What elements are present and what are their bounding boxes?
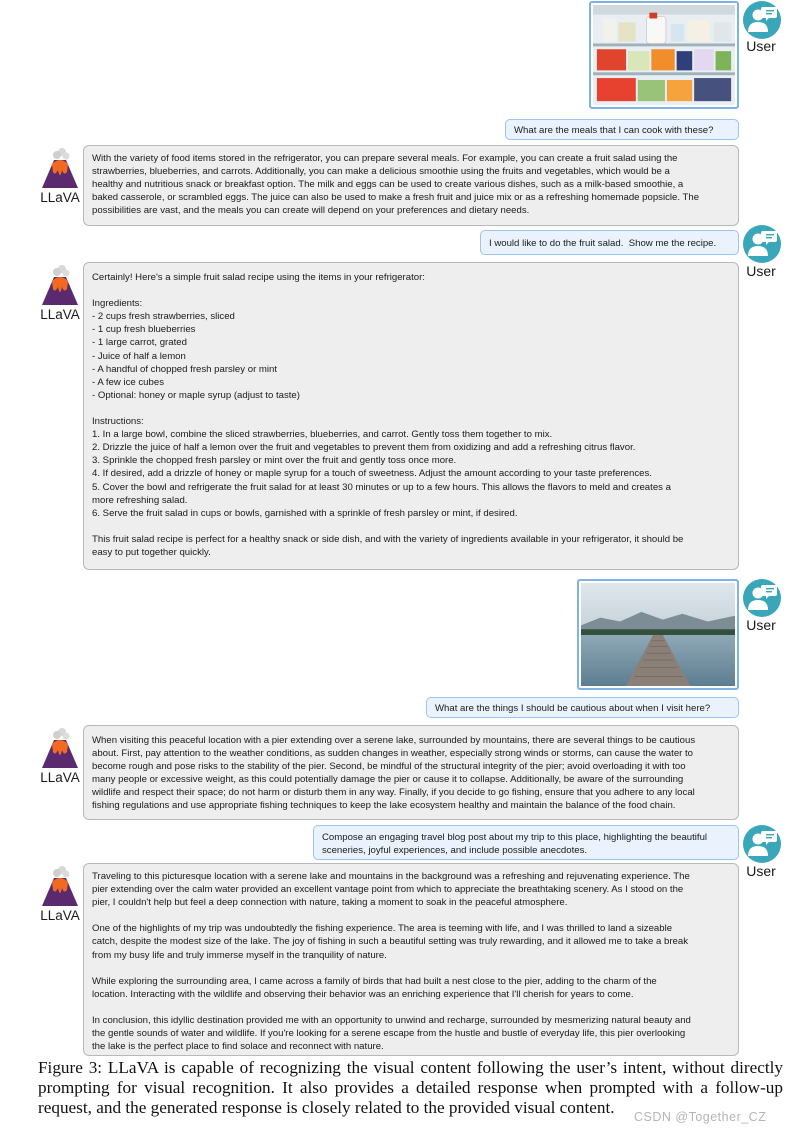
user-label: User bbox=[746, 263, 776, 279]
llava-label: LLaVA bbox=[40, 770, 80, 785]
watermark: CSDN @Together_CZ bbox=[634, 1110, 767, 1124]
llava-avatar-icon bbox=[40, 146, 80, 190]
lake-pier-image bbox=[577, 579, 739, 690]
llava-response: When visiting this peaceful location with a pier extending over a serene lake, surrounded by mountains, there are several things to be cautious about. First, pay attention to the weather conditions, as sudden changes in weather, especially strong winds or storms, can cause the water to become rough and pose risks to the stability of the pier. Second, be mindful of the structural integrity of the pier; avoid overloading it with too many people or excessive weight, as this could potentially damage the pier or cause it to collapse. Additionally, be aware of the surrounding wildlife and respect their space; do not harm or disturb them in any way. Finally, if you decide to go fishing, ensure that you adhere to any local fishing regulations and use appropriate fishing techniques to keep the lake ecosystem healthy and maintain the balance of the food chain. bbox=[83, 725, 739, 820]
fridge-image bbox=[589, 1, 739, 109]
user-avatar-icon bbox=[743, 579, 781, 617]
llava-label: LLaVA bbox=[40, 190, 80, 205]
user-message: What are the meals that I can cook with these? bbox=[505, 119, 739, 140]
llava-response: With the variety of food items stored in the refrigerator, you can prepare several meals. For example, you can create a fruit salad using the strawberries, blueberries, and carrots. Additionally, you can make a delicious smoothie using the fruits and vegetables, which would be a healthy and nutritious snack or breakfast option. The milk and eggs can be used to create various dishes, such as a milk-based smoothie, a baked casserole, or scrambled eggs. The juice can also be used to make a fresh fruit and juice mix or as a refreshing homemade popsicle. The possibilities are vast, and the meals you can create will depend on your preferences and dietary needs. bbox=[83, 145, 739, 226]
user-message: Compose an engaging travel blog post about my trip to this place, highlighting the beautiful sceneries, joyful experiences, and include possible anecdotes. bbox=[313, 825, 739, 860]
llava-avatar-icon bbox=[40, 864, 80, 908]
llava-response: Traveling to this picturesque location with a serene lake and mountains in the background was a refreshing and rejuvenating experience. The pier extending over the calm water provided an excellent vantage point from which to appreciate the breathtaking scenery. As I stood on the pier, I couldn't help but feel a deep connection with nature, taking a moment to soak in the peaceful atmosphere. One of the highlights of my trip was undoubtedly the fishing experience. The area is teeming with life, and I was thrilled to land a sizeable catch, despite the modest size of the lake. The joy of fishing in such a beautiful setting was truly rewarding, and it allowed me to take a break from my busy life and truly immerse myself in the tranquility of nature. While exploring the surrounding area, I came across a family of birds that had built a nest close to the pier, adding to the charm of the location. Interacting with the wildlife and observing their behavior was an enriching experience that I'll cherish for years to come. In conclusion, this idyllic destination provided me with an opportunity to unwind and recharge, surrounded by mesmerizing natural beauty and the gentle sounds of water and wildlife. If you're looking for a serene escape from the hustle and bustle of everyday life, this pier overlooking the lake is the perfect place to find solace and reconnect with nature. bbox=[83, 863, 739, 1056]
user-avatar-icon bbox=[743, 825, 781, 863]
user-label: User bbox=[746, 38, 776, 54]
user-avatar-icon bbox=[743, 1, 781, 39]
user-avatar-icon bbox=[743, 225, 781, 263]
figure-caption: Figure 3: LLaVA is capable of recognizing the visual content following the user’s intent, without directly prompting for visual recognition. It also provides a detailed response when prompted with a follow-up request, and the generated response is closely related to the provided visual content. bbox=[38, 1058, 783, 1118]
llava-label: LLaVA bbox=[40, 908, 80, 923]
user-message: I would like to do the fruit salad. Show me the recipe. bbox=[480, 230, 739, 255]
llava-avatar-icon bbox=[40, 263, 80, 307]
llava-avatar-icon bbox=[40, 726, 80, 770]
user-label: User bbox=[746, 863, 776, 879]
llava-label: LLaVA bbox=[40, 307, 80, 322]
user-label: User bbox=[746, 617, 776, 633]
llava-response: Certainly! Here's a simple fruit salad recipe using the items in your refrigerator: Ingredients: - 2 cups fresh strawberries, sliced - 1 cup fresh blueberries - 1 large carrot, grated - Juice of half a lemon - A handful of chopped fresh parsley or mint - A few ice cubes - Optional: honey or maple syrup (adjust to taste) Instructions: 1. In a large bowl, combine the sliced strawberries, blueberries, and carrot. Gently toss them together to mix. 2. Drizzle the juice of half a lemon over the fruit and vegetables to prevent them from oxidizing and add a refreshing citrus flavor. 3. Sprinkle the chopped fresh parsley or mint over the fruit and gently toss once more. 4. If desired, add a drizzle of honey or maple syrup for a touch of sweetness. Adjust the amount according to your taste preferences. 5. Cover the bowl and refrigerate the fruit salad for at least 30 minutes or up to a few hours. This allows the flavors to meld and creates a more refreshing salad. 6. Serve the fruit salad in cups or bowls, garnished with a sprinkle of fresh parsley or mint, if desired. This fruit salad recipe is perfect for a healthy snack or side dish, and with the variety of ingredients available in your refrigerator, it should be easy to put together quickly. bbox=[83, 262, 739, 570]
user-message: What are the things I should be cautious about when I visit here? bbox=[426, 697, 739, 718]
